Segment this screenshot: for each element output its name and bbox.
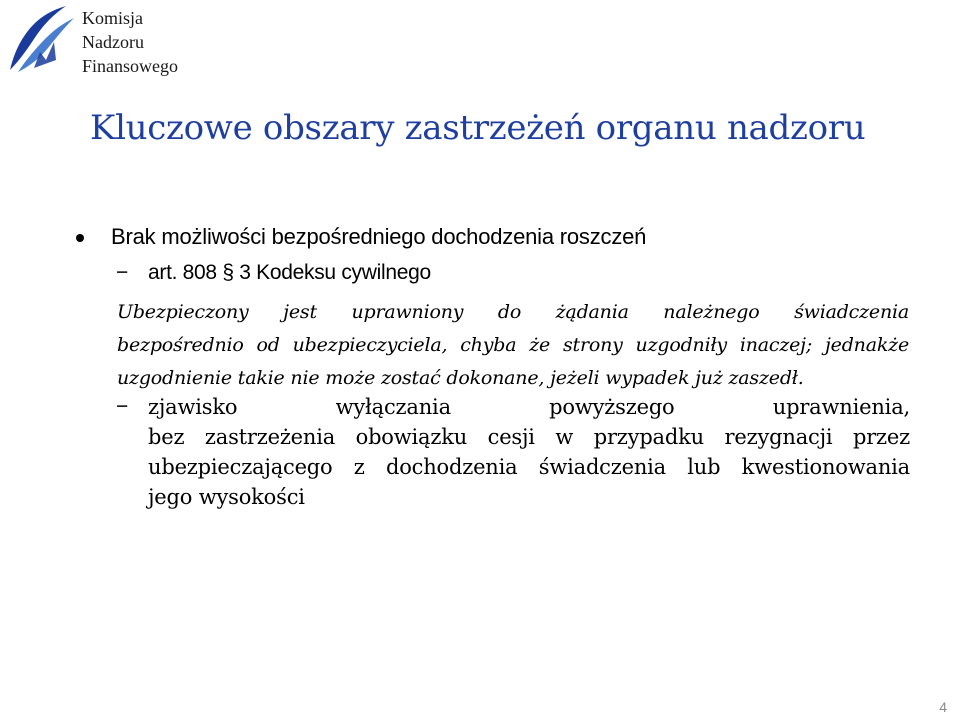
logo-line-1: Komisja <box>82 8 143 28</box>
sub-item-article-text: art. 808 § 3 Kodeksu cywilnego <box>148 261 431 284</box>
logo-text <box>82 6 178 78</box>
bullet-text: Brak możliwości bezpośredniego dochodzenia roszczeń <box>111 224 647 249</box>
phenomenon-line: bez zastrzeżenia obowiązku cesji w przypadku rezygnacji przez <box>148 425 910 449</box>
phenomenon-line: ubezpieczającego z dochodzenia świadczenia lub kwestionowania <box>148 455 910 479</box>
slide-title: Kluczowe obszary zastrzeżeń organu nadzoru <box>90 108 866 148</box>
quote-line: uzgodnienie takie nie może zostać dokonane, jeżeli wypadek już zaszedł. <box>117 367 804 389</box>
phenomenon-line: jego wysokości <box>148 485 305 509</box>
dash-icon: − <box>116 261 129 284</box>
quote-line: bezpośrednio od ubezpieczyciela, chyba że strony uzgodniły inaczej; jednakże <box>117 334 909 356</box>
legal-quote <box>117 296 909 395</box>
sub-item-phenomenon-text <box>148 392 910 512</box>
phenomenon-line: zjawisko wyłączania powyższego uprawnienia, <box>148 395 910 419</box>
knf-emblem-icon <box>4 2 80 78</box>
knf-logo <box>4 2 204 80</box>
logo-line-3: Finansowego <box>82 56 178 76</box>
page-number: 4 <box>939 699 947 715</box>
logo-line-2: Nadzoru <box>82 32 144 52</box>
quote-line: Ubezpieczony jest uprawniony do żądania należnego świadczenia <box>117 301 909 323</box>
bullet-dot-icon <box>76 234 84 242</box>
dash-icon: − <box>116 395 129 418</box>
